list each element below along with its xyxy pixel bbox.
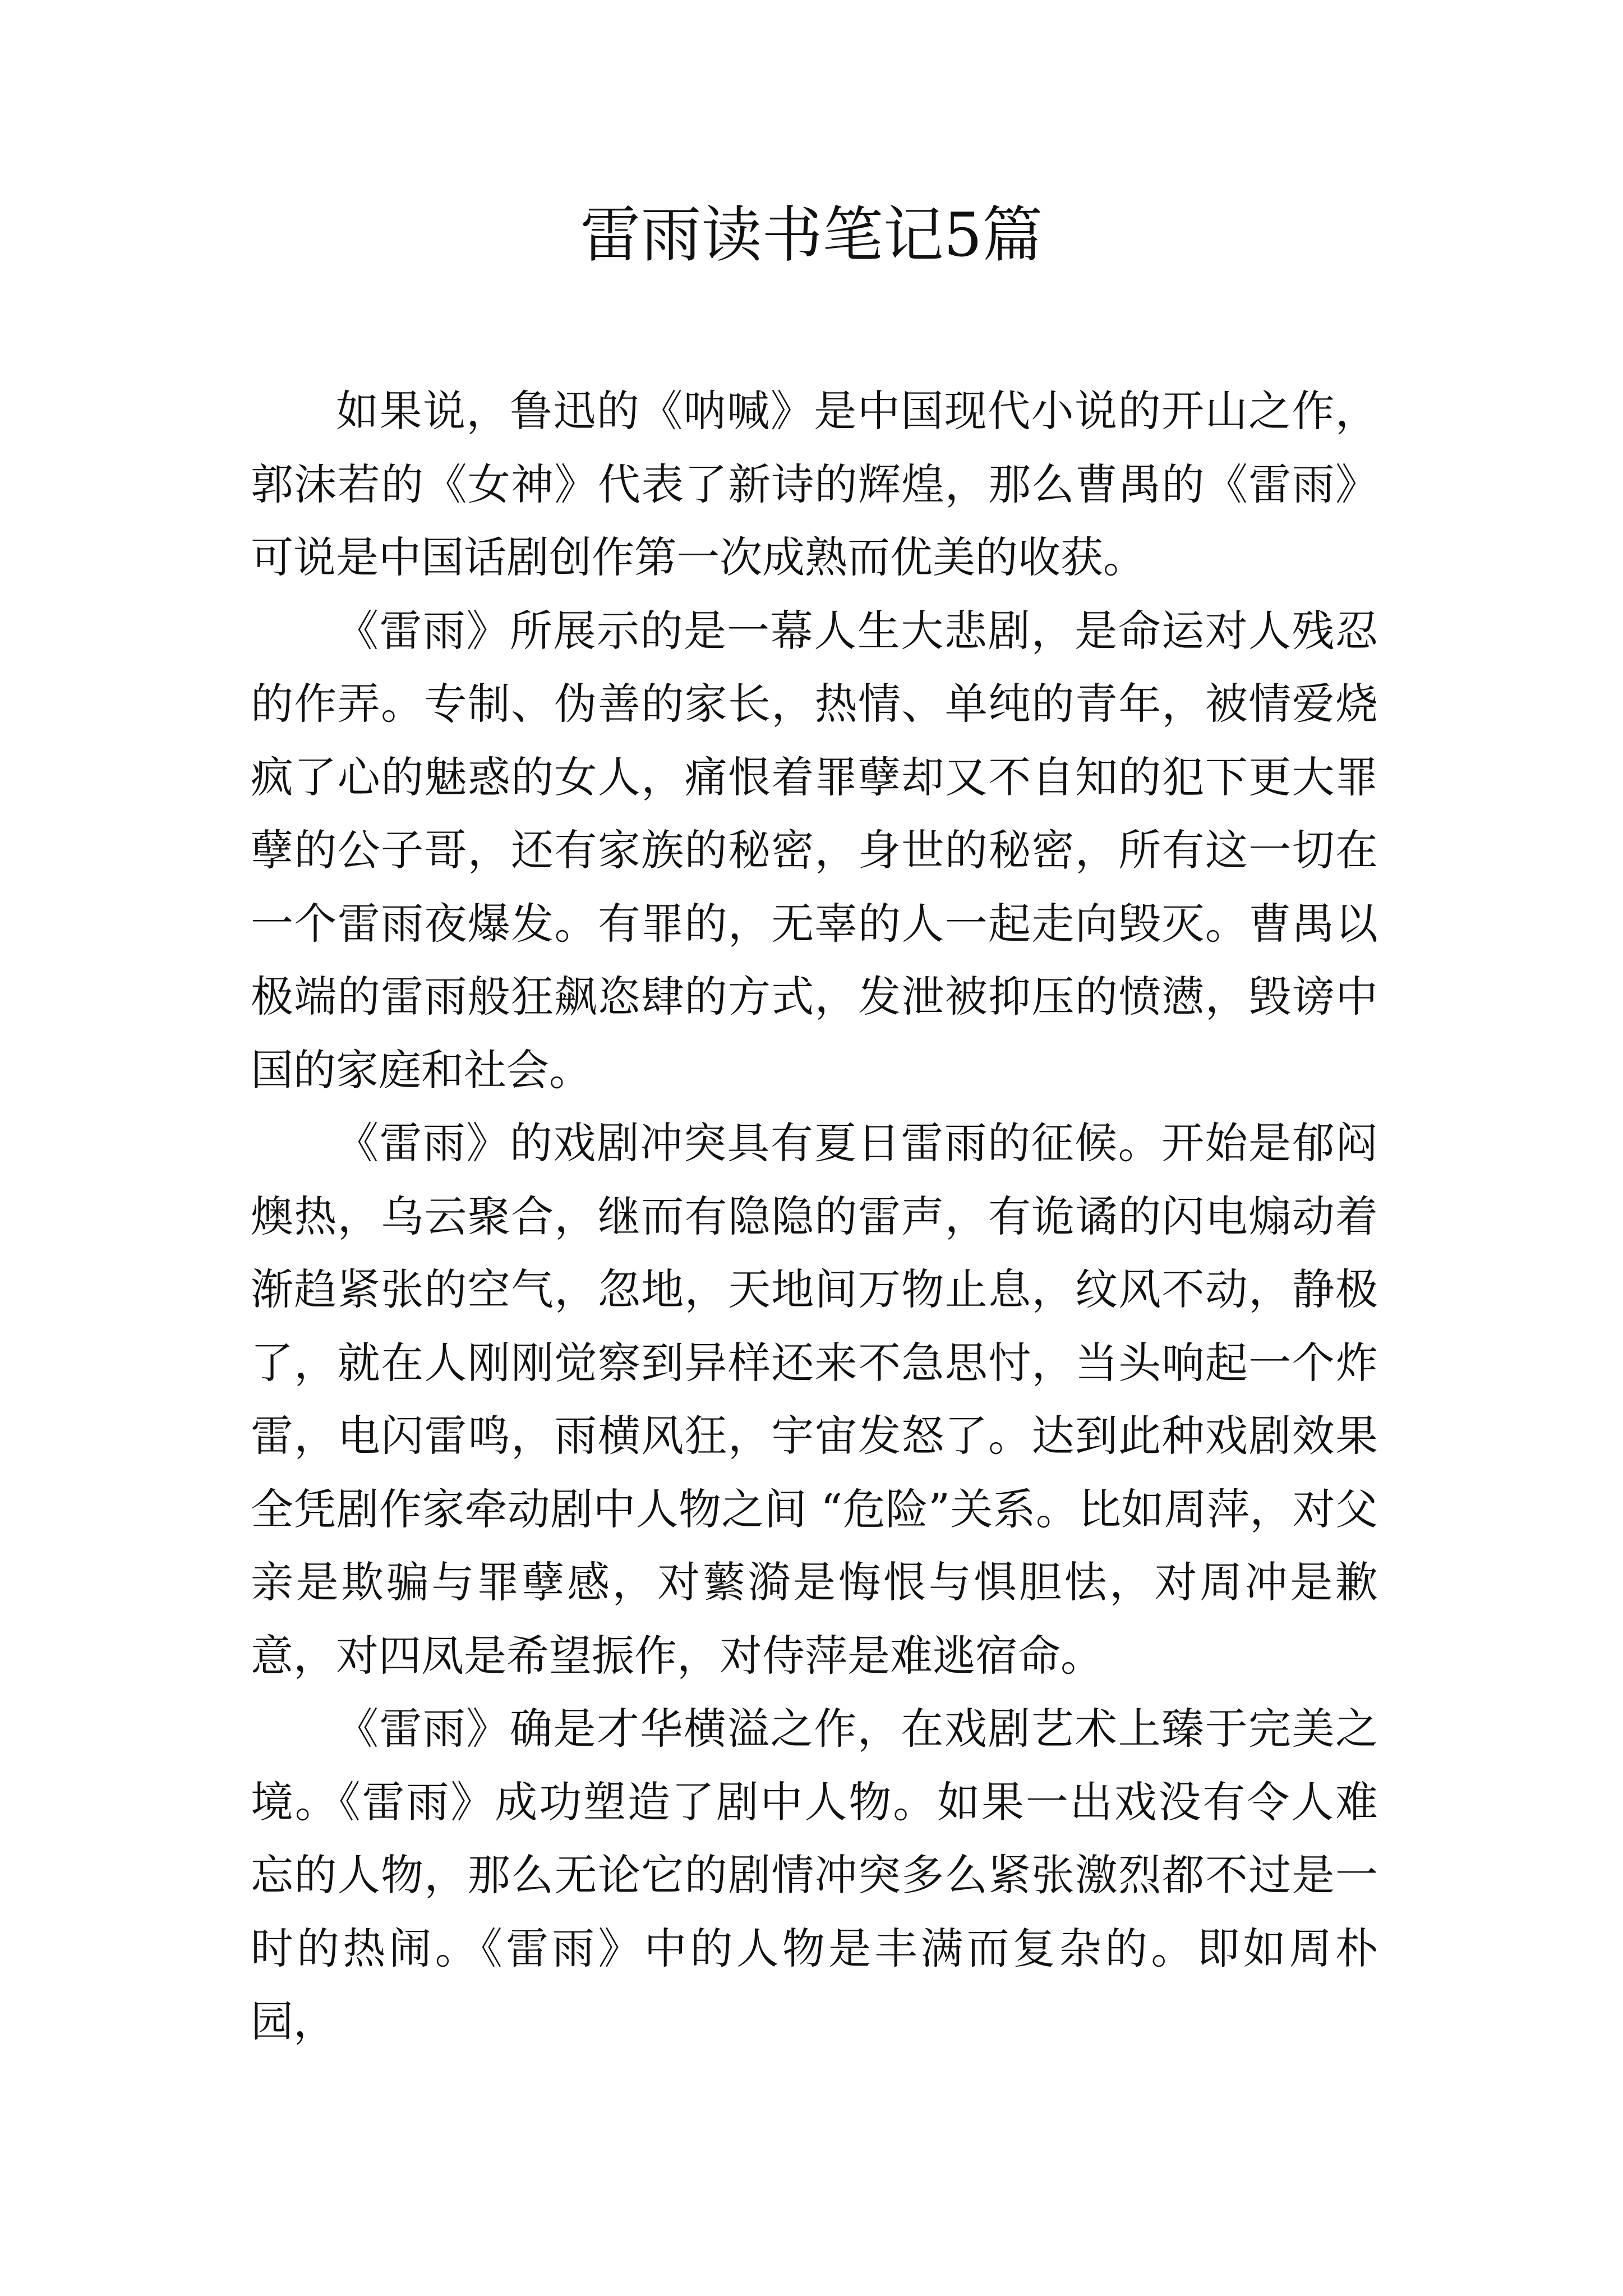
document-body [251, 375, 1378, 2059]
paragraph: 《雷雨》的戏剧冲突具有夏日雷雨的征候。开始是郁闷燠热，乌云聚合，继而有隐隐的雷声，有诡谲的闪电煽动着渐趋紧张的空气，忽地，天地间万物止息，纹风不动，静极了，就在人刚刚觉察到异样还来不急思忖，当头响起一个炸雷，电闪雷鸣，雨横风狂，宇宙发怒了。达到此种戏剧效果全凭剧作家牵动剧中人物之间 “危险”关系。比如周萍，对父亲是欺骗与罪孽感，对蘩漪是悔恨与惧胆怯，对周冲是歉意，对四凤是希望振作，对侍萍是难逃宿命。 [251, 1118, 1378, 1681]
paragraph: 如果说，鲁迅的《呐喊》是中国现代小说的开山之作，郭沫若的《女神》代表了新诗的辉煌，那么曹禺的《雷雨》可说是中国话剧创作第一次成熟而优美的收获。 [251, 386, 1378, 582]
paragraph: 《雷雨》所展示的是一幕人生大悲剧，是命运对人残忍的作弄。专制、伪善的家长，热情、单纯的青年，被情爱烧疯了心的魅惑的女人，痛恨着罪孽却又不自知的犯下更大罪孽的公子哥，还有家族的秘密，身世的秘密，所有这一切在一个雷雨夜爆发。有罪的，无辜的人一起走向毁灭。曹禺以极端的雷雨般狂飙恣肆的方式，发泄被抑压的愤懑，毁谤中国的家庭和社会。 [251, 605, 1378, 1095]
document-title: 雷雨读书笔记5篇 [580, 200, 1043, 270]
paragraph: 《雷雨》确是才华横溢之作，在戏剧艺术上臻于完美之境。《雷雨》成功塑造了剧中人物。如果一出戏没有令人难忘的人物，那么无论它的剧情冲突多么紧张激烈都不过是一时的热闹。《雷雨》中的人物是丰满而复杂的。即如周朴园， [251, 1704, 1378, 2046]
